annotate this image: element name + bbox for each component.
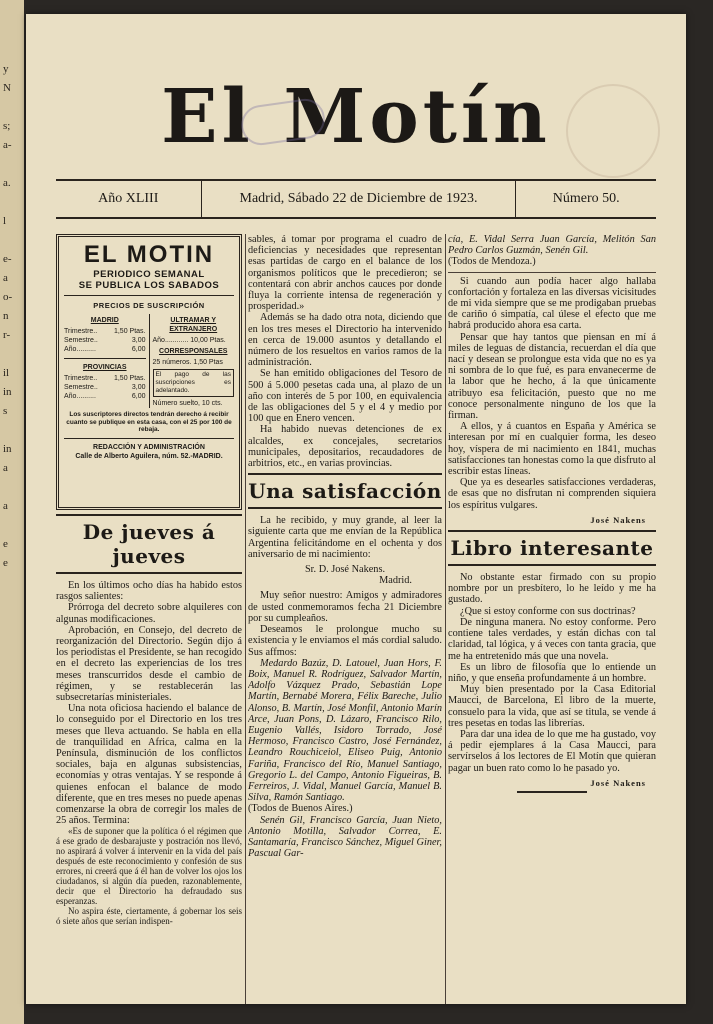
price-row: Año.......... 6,00 — [64, 346, 146, 354]
article-quote: No aspira éste, ciertamente, á gobernar los seis ó siete años que serían indispen- — [56, 906, 242, 927]
article-paragraph: De ninguna manera. No estoy conforme. Pero contiene tales verdades, y están dichas con tal claridad, tal lógica, y á veces con tanta gracia, que me ha entretenido más que una novela. — [448, 616, 656, 662]
article-title-una-satisfaccion: Una satisfacción — [248, 473, 442, 509]
newspaper-page — [26, 14, 686, 1004]
article-title-libro-interesante: Libro interesante — [448, 530, 656, 566]
article-paragraph: Además se ha dado otra nota, diciendo que en los tres meses el Directorio ha intervenido en cerca de 19.000 asuntos y detallando el número de los resueltos en varios ramos de la administración. — [248, 312, 442, 369]
adjacent-page-text: y N s; a- a. l e- a o- n r- il in s in a a e e — [3, 63, 13, 569]
letter-salutation: Sr. D. José Nakens. — [304, 564, 386, 576]
article-paragraph: A ellos, y á cuantos en España y América se interesan por mí en cualquier forma, les deseo hoy, víspera de mi nacimiento en 1841, muchas satisfacciones tan honestas como la que disfruto al escribir estas líneas. — [448, 421, 656, 478]
ultramar-row: Año............ 10,00 Ptas. — [152, 337, 226, 345]
madrid-heading: MADRID — [90, 317, 119, 325]
letter-body: Deseamos le prolongue mucho su existencia y le enviamos el más cordial saludo. Sus affmos: — [248, 624, 442, 658]
corresponsales-heading: CORRESPONSALES — [159, 348, 228, 356]
issue-number: Número 50. — [552, 191, 620, 206]
signatories-buenos-aires: Medardo Bazúz, D. Latouel, Juan Hors, F. Boix, Manuel R. Rodríguez, Salvador Martín, Adolfo Vázquez Prado, Sebastián Lope Martín, Bernabé Morera, Félix Bareche, Julio Alonso, B. Martín, José Monfil, Antonio Marín Arce, Juan Pons, D. Lázaro, Francisco Rilo, Eugenio Vallés, Isidoro Torrado, José Hermoso, Francisco Castro, José Fernández, Leandro Rouchiceiol, Eliseo Puig, Antonio Fariña, Francisco del Río, Manuel Santiago, Gregorio L. del Campo, Antonio Figueiras, B. Ferreiros, J. Vidal, Manuel García, Manuel B. Silva, Ramón Santiago. — [248, 657, 442, 804]
signatories-mendoza: Senén Gil, Francisco García, Juan Nieto, Antonio Motilla, Salvador Correa, E. Santamaría, Francisco Sánchez, Miguel Giner, Pascual Gar- — [248, 814, 442, 860]
author-signature: José Nakens — [590, 777, 646, 788]
price-row: Trimestre.. 1,50 Ptas. — [64, 328, 146, 336]
single-issue-price: Número suelto, 10 cts. — [152, 400, 223, 408]
article-paragraph: No obstante estar firmado con su propio nombre por un presbítero, lo he leído y me ha gustado. — [448, 572, 656, 606]
box-subtitle: PERIODICO SEMANAL — [93, 269, 205, 280]
subscriber-note: Los suscriptores directos tendrán derecho á recibir cuanto se publique en esta casa, con el 25 por 100 de rebaja. — [66, 411, 232, 434]
author-signature: José Nakens — [590, 514, 646, 525]
column-1 — [56, 234, 242, 1004]
payment-note: El pago de las suscripciones es adelantado. — [153, 369, 235, 397]
article-paragraph: ¿Que si estoy conforme con sus doctrinas? — [460, 605, 636, 617]
article-paragraph: Prórroga del decreto sobre alquileres con algunas modificaciones. — [56, 602, 242, 625]
issue-year: Año XLIII — [56, 181, 202, 217]
column-rule — [245, 234, 246, 1004]
price-grid — [64, 314, 234, 408]
article-paragraph: Una nota oficiosa haciendo el balance de lo conseguido por el Directorio en los tres meses que lleva actuando. Se habla en ella de tranquilidad en Africa, calma en la Península, disminución de los conflictos sociales, baja en algunas subsistencias, economías y otras ventajas. Y se responde á quienes enfocan el balance de modo diferente, que en tres meses no puede apenas comenzarse la obra de corregir los males de 25 años. Termina: — [56, 703, 242, 827]
article-paragraph: Que ya es desearles satisfacciones verdaderas, de esas que no disfrutan ni comprenden siquiera los espíritus vulgares. — [448, 477, 656, 511]
box-title: EL MOTIN — [83, 241, 215, 268]
corresponsales-row: 25 números. 1,50 Ptas — [152, 359, 223, 367]
article-title-de-jueves: De jueves á jueves — [56, 514, 242, 574]
prices-heading: PRECIOS DE SUSCRIPCIÓN — [93, 301, 205, 310]
signatories-mendoza-cont: cía, E. Vidal Serra Juan García, Melitón San Pedro Carlos Guzmán, Senén Gil. — [448, 234, 656, 257]
column-rule — [445, 234, 446, 1004]
article-paragraph: En los últimos ocho días ha habido estos rasgos salientes: — [56, 580, 242, 603]
issue-date: Madrid, Sábado 22 de Diciembre de 1923. — [202, 181, 517, 217]
article-paragraph: La he recibido, y muy grande, al leer la siguiente carta que me envían de la República Argentina felicitándome en el ochenta y dos aniversario de mi nacimiento: — [248, 515, 442, 560]
article-paragraph: Para dar una idea de lo que me ha gustado, voy á pedir ejemplares á la Casa Maucci, para servírselos á los lectores de El Motín que quieran pagar un buen rato como lo he pasado yo. — [448, 728, 656, 774]
box-footer-address: Calle de Alberto Aguilera, núm. 52.-MADRID. — [75, 452, 223, 460]
subscription-box — [56, 234, 242, 510]
masthead-title: El Motín — [161, 74, 551, 160]
columns — [56, 234, 656, 1004]
price-row: Semestre.. 3,00 — [64, 384, 146, 392]
article-paragraph: Muy bien presentado por la Casa Editorial Maucci, de Barcelona, El libro de la muerte, consuelo para la vida, que así se titula, se vende á tres pesetas en todas las librerías. — [448, 684, 656, 729]
column-2 — [248, 234, 442, 1004]
signatories-origin: (Todos de Buenos Aires.) — [248, 803, 353, 815]
dateline — [56, 179, 656, 219]
price-row: Trimestre.. 1,50 Ptas. — [64, 375, 146, 383]
article-paragraph: Ha habido nuevas detenciones de ex alcaldes, ex concejales, secretarios municipales, depositarios, recaudadores de arbitrios, etc., en varias provincias. — [248, 424, 442, 470]
article-paragraph: Aprobación, en Consejo, del decreto de reorganización del Directorio. Según dijo á los periodistas el Presidente, se han recogido en el decreto las experiencias de los tres meses transcurridos desde el cambio de régimen, y se restablecerán las subsecretarías ministeriales. — [56, 624, 242, 704]
column-3 — [448, 234, 656, 1004]
box-footer-heading: REDACCIÓN Y ADMINISTRACIÓN — [93, 443, 205, 451]
article-paragraph: sables, á tomar por programa el cuadro de deficiencias y necesidades que representan esas partidas de cargo en el balance de los organismos políticos que le precedieron; se contentará con abrir anchos cauces por donde fluya la corriente intensa de regeneración y prosperidad.» — [248, 234, 442, 313]
article-paragraph: Es un libro de filosofía que lo entiende un niño, y que enseña profundamente á un hombre. — [448, 661, 656, 684]
box-subtitle: SE PUBLICA LOS SABADOS — [78, 280, 220, 291]
adjacent-page-strip — [0, 0, 24, 1024]
price-row: Semestre.. 3,00 — [64, 337, 146, 345]
article-paragraph: Se han emitido obligaciones del Tesoro de 500 á 5.000 pesetas cada una, al plazo de un año con interés de 5 por 100, en equivalencia de las obligaciones del 5 y el 4 y medio por 100 que en Enero vencen. — [248, 368, 442, 425]
article-paragraph: Si cuando aun podía hacer algo hallaba confortación y fortaleza en las diversas vicisitudes de mi vida siempre que se me prodigaban pruebas de cariño ó simpatía, cal úlese el efecto que me habrá producido ahora esa carta. — [448, 275, 656, 332]
article-paragraph: Pensar que hay tantos que piensan en mí á miles de leguas de distancia, recuerdan el día que nací y desean se prolongue esta vida que no es ya ni sombra de lo que fué, es para envanecerme de la labor que he hecho, á la que únicamente atribuyo esa felicitación, puesto que no me conoce personalmente ninguno de los que la firman. — [448, 331, 656, 422]
signatories-origin: (Todos de Mendoza.) — [448, 256, 536, 268]
price-row: Año.......... 6,00 — [64, 393, 146, 401]
letter-body: Muy señor nuestro: Amigos y admiradores de usted conmemoramos fecha 21 Diciembre por su cumpleaños. — [248, 590, 442, 624]
ultramar-heading: ULTRAMAR Y EXTRANJERO — [169, 317, 218, 334]
letter-place: Madrid. — [379, 575, 412, 587]
provincias-heading: PROVINCIAS — [82, 364, 127, 372]
article-quote: «Es de suponer que la política ó el régimen que á ese grado de desbarajuste y postración nos llevó, no aspirará á volver á intervenir en la vida del país después de este reconocimiento y confesión de sus errores, ni creerá que á él han de volver los ojos los ciudadanos, si algún día pueden, razonablemente, decir que el Directorio ha defraudado sus esperanzas. — [56, 826, 242, 907]
